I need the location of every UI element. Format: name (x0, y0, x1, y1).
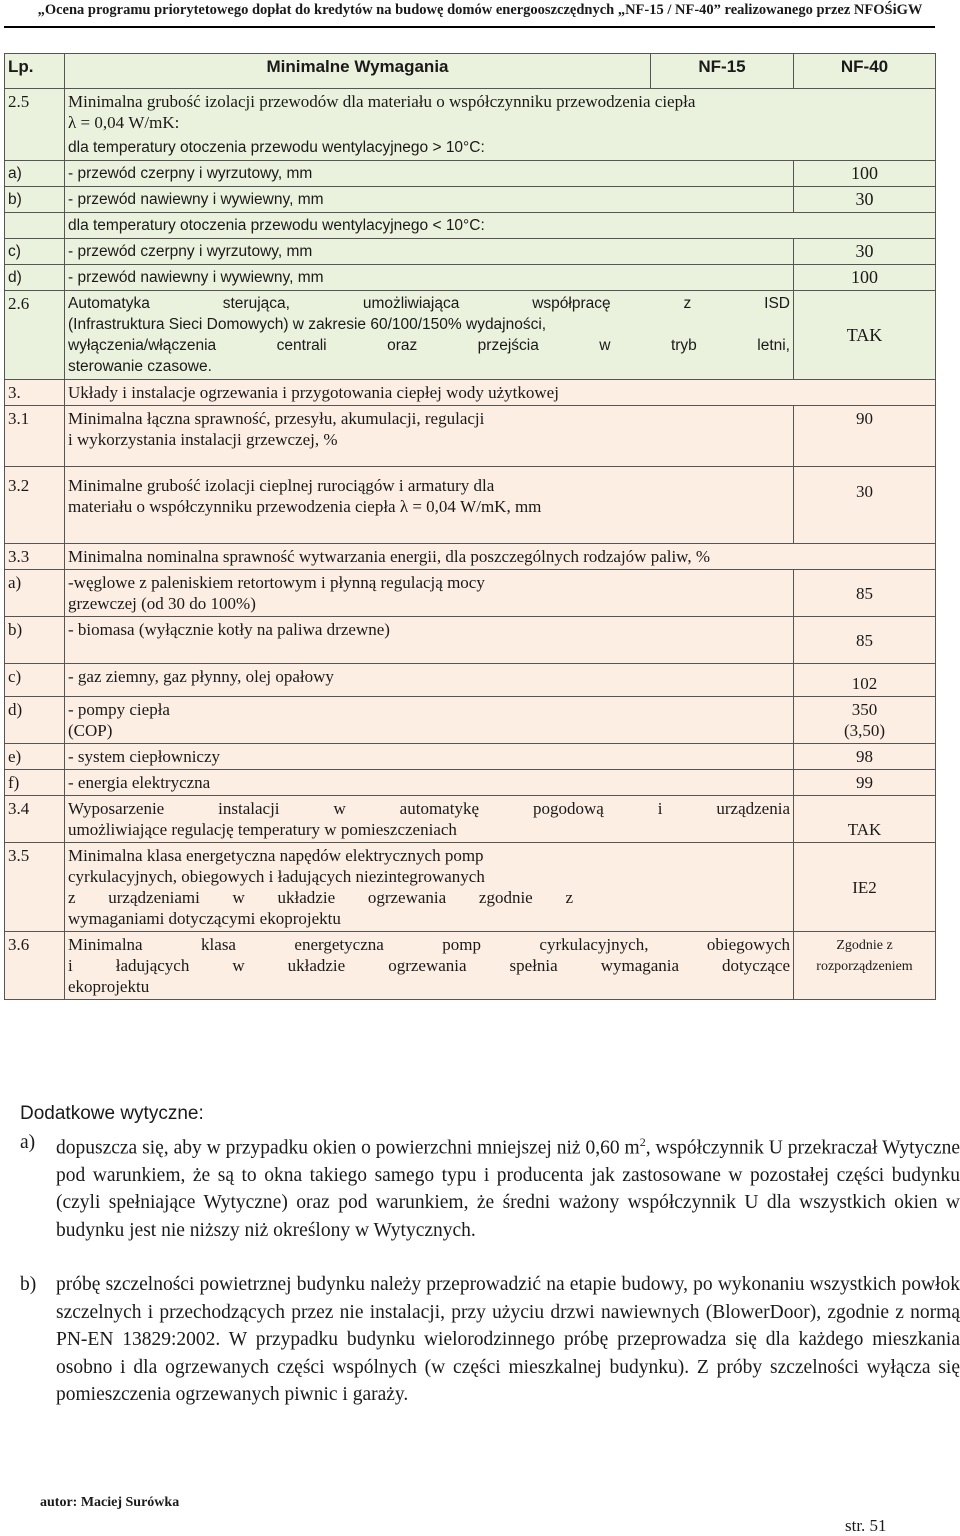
row-lp: b) (5, 187, 65, 213)
table-row (5, 744, 936, 770)
guideline-label: a) (20, 1131, 36, 1153)
row-value: Zgodnie z rozporządzeniem (794, 932, 936, 1000)
table-row (5, 161, 936, 187)
table-row (5, 697, 936, 744)
row-line: i wykorzystania instalacji grzewczej, % (68, 430, 338, 449)
row-value: 85 (794, 617, 936, 664)
row-line: i ładujących w układzie ogrzewania spełnia wymagania dotyczące (68, 956, 790, 975)
row-text (65, 843, 794, 932)
row-lp: 3.3 (5, 544, 65, 570)
row-line: λ = 0,04 W/mK: (68, 113, 180, 132)
page-header: „Ocena programu priorytetowego dopłat do kredytów na budowę domów energooszczędnych „NF-15 / NF-40” realizowanego przez NFOŚiGW (37, 2, 923, 18)
row-lp: a) (5, 161, 65, 187)
row-text: - przewód nawiewny i wywiewny, mm (65, 265, 794, 291)
row-line: ekoprojektu (68, 977, 150, 996)
guideline-text-part: , współczynnik U przekraczał Wytyczne pod warunkiem, że są to okna takiego samego typu i producenta jak zastosowane w pozostałej części budynku (czyli spełniające Wytyczne) oraz pod warunkiem, że średni ważony współczynnik U dla wszystkich okien w budynku jest nie niższy niż określony w Wytycznych. (56, 1137, 960, 1241)
table-row (5, 843, 936, 932)
row-line: grzewczej (od 30 do 100%) (68, 594, 256, 613)
row-lp: e) (5, 744, 65, 770)
table-row (5, 664, 936, 697)
row-lp: d) (5, 697, 65, 744)
row-text (65, 89, 936, 136)
table-row (5, 380, 936, 406)
row-value: IE2 (794, 843, 936, 932)
row-line: Minimalna grubość izolacji przewodów dla materiału o współczynniku przewodzenia ciepła (68, 92, 696, 111)
table-row (5, 213, 936, 239)
row-value-line: 350 (851, 700, 878, 719)
guideline-text: próbę szczelności powietrznej budynku należy przeprowadzić na etapie budowy, po wykonaniu wszystkich powłok szczelnych i przechodzących przez nie instalacji, przy użyciu drzwi nawiewnych (BlowerDoor), zgodnie z normą PN-EN 13829:2002. W przypadku budynku wielorodzinnego próbę przeprowadza się dla każdego mieszkania osobno i dla ogrzewanych części wspólnych (w części mieszkalnej budynku). Z próby szczelności wyłącza się pomieszczenia ogrzewanych piwnic i garaży. (56, 1274, 960, 1405)
table-row (5, 135, 936, 161)
guideline-label: b) (20, 1274, 37, 1295)
row-text (65, 291, 794, 380)
col-requirements: Minimalne Wymagania (65, 54, 651, 89)
row-value: 85 (794, 570, 936, 617)
row-lp: d) (5, 265, 65, 291)
row-value: 102 (794, 664, 936, 697)
row-value: 30 (794, 239, 936, 265)
row-value: TAK (794, 796, 936, 843)
row-line: (COP) (68, 721, 113, 740)
row-line: wymaganiami dotyczącymi ekoprojektu (68, 909, 341, 928)
row-lp: 2.5 (5, 89, 65, 161)
row-line: -węglowe z paleniskiem retortowym i płynną regulacją mocy (68, 573, 485, 592)
row-value-line: (3,50) (843, 721, 886, 740)
row-text: - przewód nawiewny i wywiewny, mm (65, 187, 794, 213)
row-line: cyrkulacyjnych, obiegowych i ładujących niezintegrowanych (68, 867, 485, 886)
row-line: wyłączenia/włączenia centrali oraz przejścia w tryb letni, (68, 337, 790, 354)
row-line: Minimalne grubość izolacji cieplnej rurociągów i armatury dla (68, 476, 495, 495)
guideline-item (20, 1129, 960, 1245)
footer-author: autor: Maciej Surówka (40, 1495, 180, 1510)
row-value: 99 (794, 770, 936, 796)
page-number: str. 51 (845, 1516, 887, 1535)
row-value: 90 (794, 406, 936, 467)
row-lp: c) (5, 239, 65, 265)
row-text (65, 796, 794, 843)
row-line: Minimalna łączna sprawność, przesyłu, akumulacji, regulacji (68, 409, 485, 428)
row-lp: c) (5, 664, 65, 697)
table-row (5, 467, 936, 544)
guideline-item (20, 1271, 960, 1409)
table-row (5, 932, 936, 1000)
row-line: - pompy ciepła (68, 700, 170, 719)
table-header-row (5, 54, 936, 89)
row-text (65, 467, 794, 544)
table-row (5, 544, 936, 570)
row-lp: 3.6 (5, 932, 65, 1000)
table-row (5, 770, 936, 796)
row-text (65, 697, 794, 744)
requirements-table (4, 53, 936, 1000)
row-line: materiału o współczynniku przewodzenia ciepła λ = 0,04 W/mK, mm (68, 497, 542, 516)
row-line: Minimalna klasa energetyczna napędów elektrycznych pomp (68, 846, 484, 865)
row-line: Automatyka sterująca, umożliwiająca współpracę z ISD (68, 295, 790, 312)
row-text (65, 570, 794, 617)
guidelines-title: Dodatkowe wytyczne: (20, 1103, 204, 1124)
additional-guidelines (20, 1100, 960, 1409)
row-subheading: dla temperatury otoczenia przewodu wentylacyjnego > 10°C: (65, 135, 936, 161)
table-row (5, 406, 936, 467)
row-lp: 3.5 (5, 843, 65, 932)
row-text (65, 932, 794, 1000)
col-lp: Lp. (5, 54, 65, 89)
row-lp: 3. (5, 380, 65, 406)
row-value: 30 (794, 467, 936, 544)
row-value: 100 (794, 161, 936, 187)
row-value: TAK (794, 291, 936, 380)
table-row (5, 617, 936, 664)
row-text: - system ciepłowniczy (65, 744, 794, 770)
row-line: sterowanie czasowe. (68, 358, 212, 375)
table-row (5, 239, 936, 265)
row-text: - przewód czerpny i wyrzutowy, mm (65, 161, 794, 187)
row-subheading: dla temperatury otoczenia przewodu wentylacyjnego < 10°C: (65, 213, 936, 239)
row-value: 98 (794, 744, 936, 770)
header-rule (4, 26, 935, 28)
table-row (5, 187, 936, 213)
table-row (5, 89, 936, 136)
row-lp: a) (5, 570, 65, 617)
row-value: 100 (794, 265, 936, 291)
row-text: - energia elektryczna (65, 770, 794, 796)
row-lp: f) (5, 770, 65, 796)
table-row (5, 796, 936, 843)
row-lp: b) (5, 617, 65, 664)
table-row (5, 291, 936, 380)
row-text: - gaz ziemny, gaz płynny, olej opałowy (65, 664, 794, 697)
table-row (5, 570, 936, 617)
row-line: umożliwiające regulację temperatury w pomieszczeniach (68, 820, 457, 839)
row-lp: 3.1 (5, 406, 65, 467)
row-text (65, 406, 794, 467)
row-text: Minimalna nominalna sprawność wytwarzania energii, dla poszczególnych rodzajów paliw, % (65, 544, 936, 570)
col-nf15: NF-15 (651, 54, 794, 89)
row-value: 30 (794, 187, 936, 213)
row-line: z urządzeniami w układzie ogrzewania zgodnie z (68, 888, 573, 907)
row-lp: 2.6 (5, 291, 65, 380)
guideline-text-part: dopuszcza się, aby w przypadku okien o powierzchni mniejszej niż 0,60 m (56, 1137, 640, 1158)
row-text: Układy i instalacje ogrzewania i przygotowania ciepłej wody użytkowej (65, 380, 936, 406)
row-text: - przewód czerpny i wyrzutowy, mm (65, 239, 794, 265)
row-lp-empty (5, 213, 65, 239)
row-line: Minimalna klasa energetyczna pomp cyrkulacyjnych, obiegowych (68, 935, 790, 954)
row-line: (Infrastruktura Sieci Domowych) w zakresie 60/100/150% wydajności, (68, 316, 547, 333)
col-nf40: NF-40 (794, 54, 936, 89)
row-value (794, 697, 936, 744)
row-lp: 3.2 (5, 467, 65, 544)
row-line: Wyposarzenie instalacji w automatykę pogodową i urządzenia (68, 799, 790, 818)
guideline-text (56, 1129, 960, 1245)
superscript: 2 (639, 1134, 646, 1149)
row-lp: 3.4 (5, 796, 65, 843)
table-row (5, 265, 936, 291)
row-text: - biomasa (wyłącznie kotły na paliwa drzewne) (65, 617, 794, 664)
